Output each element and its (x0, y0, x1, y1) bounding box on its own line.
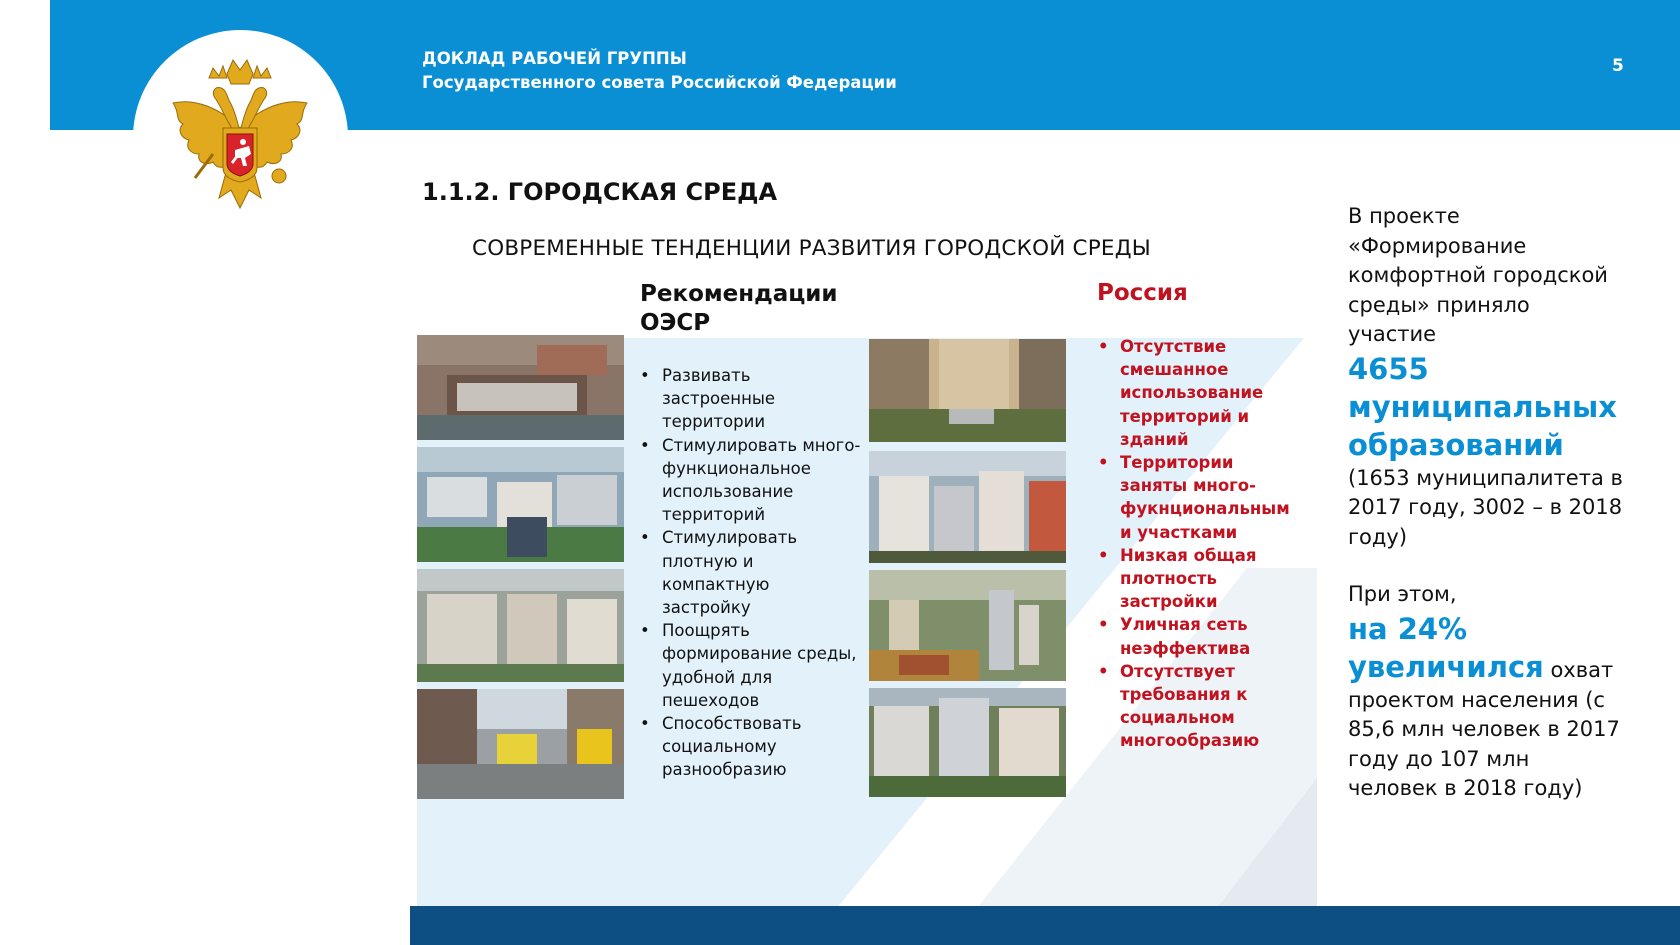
russia-heading: Россия (1097, 280, 1188, 306)
report-title (422, 47, 897, 95)
photo-residential-blocks (417, 447, 624, 562)
photo-high-rise-district (869, 451, 1066, 563)
project-summary (1348, 202, 1623, 804)
page-number: 5 (1612, 56, 1624, 76)
list-item: • Стимулировать много-функциональное использование территорий (638, 434, 863, 527)
photo-pedestrian-street (417, 689, 624, 799)
municipalities-label: муниципальных образований (1348, 389, 1617, 462)
list-item: • Стимулировать плотную и компактную застройку (638, 526, 863, 619)
report-title-line2: Государственного совета Российской Федерации (422, 73, 897, 92)
coverage-increased-word: увеличился (1348, 649, 1544, 684)
russia-issues-list (1096, 335, 1306, 753)
report-title-line1: ДОКЛАД РАБОЧЕЙ ГРУППЫ (422, 49, 687, 68)
summary-however: При этом, (1348, 582, 1457, 606)
list-item: • Отсутствие смешанное использование территорий и зданий (1096, 335, 1306, 451)
list-item: • Уличная сеть неэффектива (1096, 613, 1306, 659)
section-heading: 1.1.2. ГОРОДСКАЯ СРЕДА (422, 178, 778, 206)
photo-renovated-quarter (417, 335, 624, 440)
oecd-heading: Рекомендации ОЭСР (640, 281, 838, 336)
list-item: • Территории заняты много-фукнциональным и участками (1096, 451, 1306, 544)
coat-of-arms-russia-icon (165, 58, 315, 216)
photo-new-district (417, 569, 624, 682)
list-item: • Отсутствует требования к социальном многообразию (1096, 660, 1306, 753)
list-item: • Поощрять формирование среды, удобной для пешеходов (638, 619, 863, 712)
coverage-detail: охват проектом населения (с 85,6 млн человек в 2017 году до 107 млн человек в 2018 году) (1348, 657, 1620, 800)
coverage-percent: на 24% (1348, 611, 1468, 646)
oecd-recommendations-list (638, 364, 863, 782)
photo-microdistrict-panorama (869, 570, 1066, 681)
municipalities-count: 4655 (1348, 351, 1429, 386)
list-item: • Низкая общая плотность застройки (1096, 544, 1306, 614)
photo-high-rise-yard (869, 339, 1066, 442)
list-item: • Способствовать социальному разнообразию (638, 712, 863, 782)
slide-subtitle: СОВРЕМЕННЫЕ ТЕНДЕНЦИИ РАЗВИТИЯ ГОРОДСКОЙ СРЕДЫ (472, 236, 1151, 261)
municipalities-detail: (1653 муниципалитета в 2017 году, 3002 – в 2018 году) (1348, 465, 1623, 549)
photo-residential-towers (869, 688, 1066, 797)
list-item: • Развивать застроенные территории (638, 364, 863, 434)
footer-band (410, 906, 1680, 945)
summary-intro: В проекте «Формирование комфортной городской среды» приняло участие (1348, 204, 1608, 346)
